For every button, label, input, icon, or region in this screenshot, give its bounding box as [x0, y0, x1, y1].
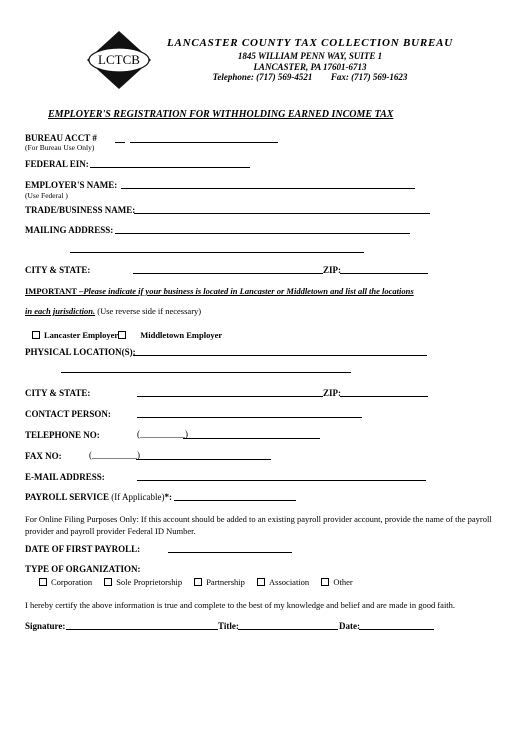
phone-fax-line	[150, 72, 470, 82]
payroll-service-field[interactable]	[174, 500, 296, 501]
sole-proprietorship-label: Sole Proprietorship	[116, 577, 183, 587]
lancaster-employer-checkbox[interactable]	[32, 331, 40, 339]
city-state-label-1: CITY & STATE:	[25, 265, 91, 275]
mailing-address-label: MAILING ADDRESS:	[25, 225, 114, 235]
telephone-area-code[interactable]: (__________)	[137, 429, 188, 439]
bureau-acct-prefix-field[interactable]	[115, 142, 125, 143]
jurisdiction-options	[32, 330, 222, 340]
important-label: IMPORTANT	[25, 286, 77, 296]
date-field[interactable]	[359, 629, 434, 630]
federal-ein-label: FEDERAL EIN:	[25, 159, 89, 169]
payroll-service-label: PAYROLL SERVICE	[25, 492, 109, 502]
other-label: Other	[333, 577, 353, 587]
trade-name-field[interactable]	[134, 213, 430, 214]
payroll-service-label-group	[25, 492, 172, 502]
first-payroll-field[interactable]	[168, 552, 292, 553]
form-title: EMPLOYER'S REGISTRATION FOR WITHHOLDING EARNED INCOME TAX	[48, 109, 394, 120]
fax-area-code[interactable]: (__________)	[89, 450, 140, 460]
mailing-address-field-2[interactable]	[70, 252, 364, 253]
zip-field-2[interactable]	[340, 396, 428, 397]
mailing-address-field-1[interactable]	[115, 233, 410, 234]
signature-label: Signature:	[25, 621, 66, 631]
fax-text: Fax: (717) 569-1623	[330, 72, 408, 82]
association-checkbox[interactable]	[257, 578, 265, 586]
contact-person-field[interactable]	[137, 417, 362, 418]
association-label: Association	[269, 577, 310, 587]
first-payroll-label: DATE OF FIRST PAYROLL:	[25, 544, 141, 554]
certification-text: I hereby certify the above information is true and complete to the best of my knowledge and belief and are made in good faith.	[25, 600, 456, 610]
employer-name-field[interactable]	[121, 188, 415, 189]
telephone-field[interactable]	[183, 438, 320, 439]
title-label: Title:	[218, 621, 239, 631]
other-checkbox[interactable]	[321, 578, 329, 586]
logo-text: LCTCB	[98, 52, 140, 67]
org-type-options	[39, 577, 363, 587]
logo	[85, 30, 153, 90]
sole-proprietorship-checkbox[interactable]	[104, 578, 112, 586]
employer-name-label: EMPLOYER'S NAME:	[25, 180, 118, 190]
org-name: LANCASTER COUNTY TAX COLLECTION BUREAU	[166, 37, 454, 49]
middletown-employer-label: Middletown Employer	[140, 330, 223, 340]
city-state-field-1[interactable]	[133, 273, 323, 274]
fax-field[interactable]	[136, 459, 271, 460]
date-label: Date:	[339, 621, 360, 631]
partnership-checkbox[interactable]	[194, 578, 202, 586]
federal-ein-field[interactable]	[90, 167, 250, 168]
email-field[interactable]	[137, 480, 426, 481]
address-line-2: LANCASTER, PA 17601-6713	[253, 62, 367, 72]
important-text: –Please indicate if your business is located in Lancaster or Middletown and list all the locations	[76, 286, 414, 296]
important-notice	[25, 286, 414, 296]
important-notice-line-2	[25, 306, 201, 316]
middletown-employer-checkbox[interactable]	[118, 331, 126, 339]
corporation-checkbox[interactable]	[39, 578, 47, 586]
telephone-text: Telephone: (717) 569-4521	[212, 72, 313, 82]
bureau-acct-label: BUREAU ACCT #	[25, 133, 97, 143]
zip-field-1[interactable]	[340, 273, 428, 274]
zip-label-2: ZIP:	[323, 388, 341, 398]
payroll-service-note: (If Applicable)	[108, 492, 165, 502]
bureau-acct-field[interactable]	[130, 142, 278, 143]
physical-locations-field-1[interactable]	[133, 355, 427, 356]
important-text-2: in each jurisdiction.	[25, 306, 96, 316]
corporation-label: Corporation	[51, 577, 93, 587]
telephone-label: TELEPHONE NO:	[25, 430, 100, 440]
payroll-service-star: *:	[164, 492, 172, 502]
title-field[interactable]	[238, 629, 338, 630]
online-filing-note: For Online Filing Purposes Only: If this account should be added to an existing payroll provider account, provide the name of the payroll provider and payroll provider Federal ID Number.	[25, 514, 492, 536]
fax-label: FAX NO:	[25, 451, 62, 461]
physical-locations-label: PHYSICAL LOCATION(S):	[25, 347, 136, 357]
contact-person-label: CONTACT PERSON:	[25, 409, 111, 419]
lancaster-employer-label: Lancaster Employer	[44, 330, 119, 340]
employer-name-note: (Use Federal )	[25, 191, 68, 200]
email-label: E-MAIL ADDRESS:	[25, 472, 105, 482]
physical-locations-field-2[interactable]	[61, 372, 351, 373]
org-type-label: TYPE OF ORGANIZATION:	[25, 564, 141, 574]
city-state-label-2: CITY & STATE:	[25, 388, 91, 398]
partnership-label: Partnership	[206, 577, 245, 587]
city-state-field-2[interactable]	[137, 396, 323, 397]
signature-field[interactable]	[66, 629, 218, 630]
trade-name-label: TRADE/BUSINESS NAME:	[25, 205, 136, 215]
bureau-acct-note: (For Bureau Use Only)	[25, 143, 95, 152]
address-line-1: 1845 WILLIAM PENN WAY, SUITE 1	[237, 51, 383, 61]
zip-label-1: ZIP:	[323, 265, 341, 275]
important-note: (Use reverse side if necessary)	[95, 306, 202, 316]
